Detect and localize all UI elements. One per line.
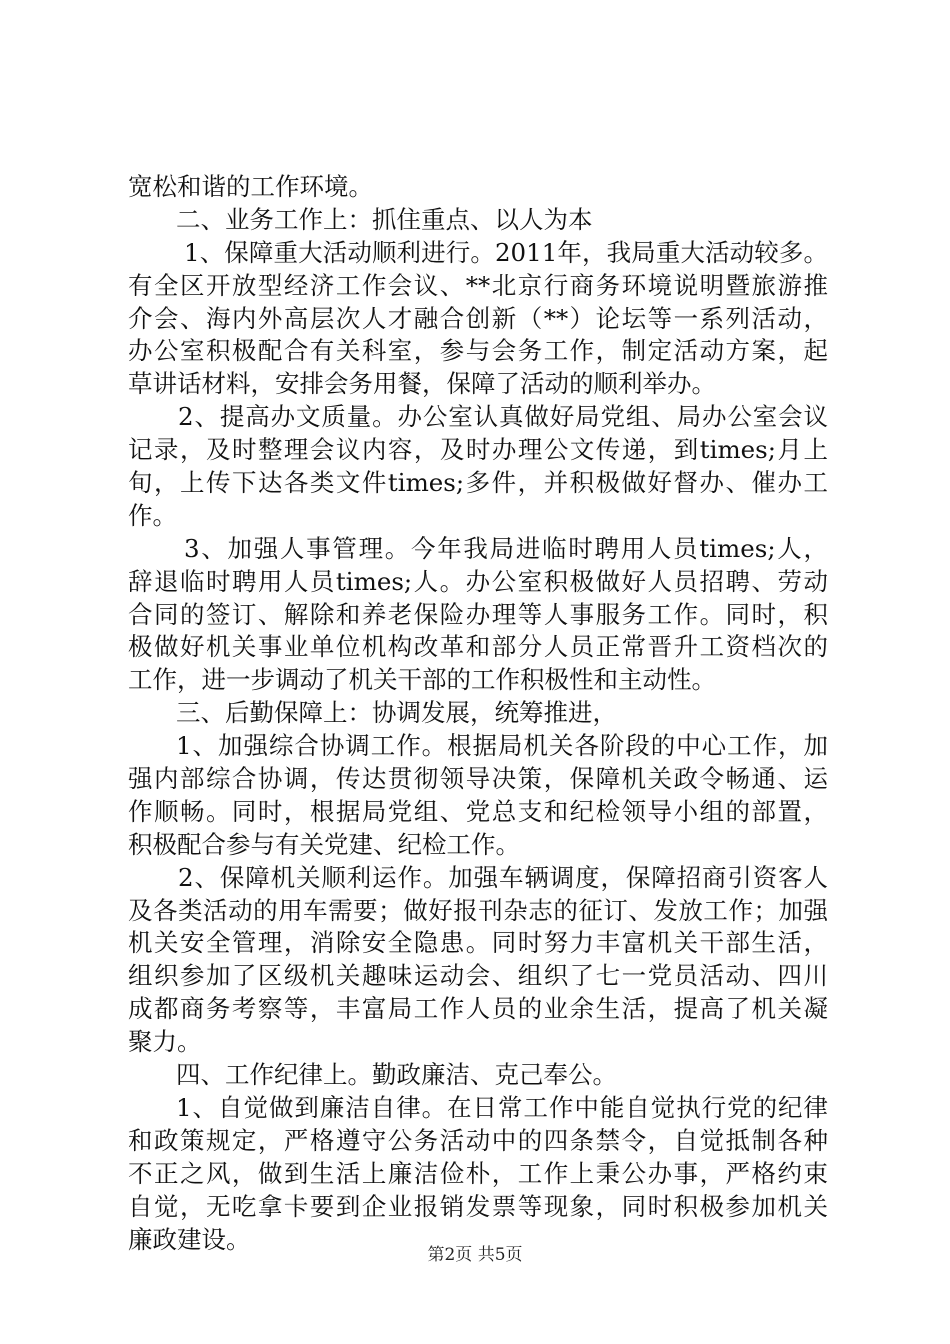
text-line: 1、保障重大活动顺利进行。2011年，我局重大活动较多。 <box>184 237 828 267</box>
text-line: 工作，进一步调动了机关干部的工作积极性和主动性。 <box>128 665 716 695</box>
text-line: 自觉，无吃拿卡要到企业报销发票等现象，同时积极参加机关 <box>128 1191 828 1221</box>
text-line: 合同的签订、解除和养老保险办理等人事服务工作。同时，积 <box>128 599 828 629</box>
text-line: 1、自觉做到廉洁自律。在日常工作中能自觉执行党的纪律 <box>176 1092 828 1122</box>
text-line: 成都商务考察等，丰富局工作人员的业余生活，提高了机关凝 <box>128 994 828 1024</box>
document-body <box>128 171 828 1256</box>
text-line: 机关安全管理，消除安全隐患。同时努力丰富机关干部生活， <box>128 928 828 958</box>
text-line: 四、工作纪律上。勤政廉洁、克己奉公。 <box>176 1060 617 1090</box>
text-line: 三、后勤保障上：协调发展，统筹推进， <box>176 698 617 728</box>
text-line: 作顺畅。同时，根据局党组、党总支和纪检领导小组的部置， <box>128 796 828 826</box>
text-line: 3、加强人事管理。今年我局进临时聘用人员times;人， <box>184 533 828 563</box>
text-line: 介会、海内外高层次人才融合创新（**）论坛等一系列活动， <box>128 303 828 333</box>
text-line: 聚力。 <box>128 1027 202 1057</box>
text-line: 1、加强综合协调工作。根据局机关各阶段的中心工作，加 <box>176 731 828 761</box>
text-line: 辞退临时聘用人员times;人。办公室积极做好人员招聘、劳动 <box>128 566 828 596</box>
text-line: 2、保障机关顺利运作。加强车辆调度，保障招商引资客人 <box>178 862 828 892</box>
text-line: 和政策规定，严格遵守公务活动中的四条禁令，自觉抵制各种 <box>128 1125 828 1155</box>
text-line: 组织参加了区级机关趣味运动会、组织了七一党员活动、四川 <box>128 961 828 991</box>
text-line: 作。 <box>128 500 177 530</box>
text-line: 记录，及时整理会议内容，及时办理公文传递，到times;月上 <box>128 435 828 465</box>
text-line: 二、业务工作上：抓住重点、以人为本 <box>176 204 593 234</box>
text-line: 不正之风，做到生活上廉洁俭朴，工作上秉公办事，严格约束 <box>128 1158 828 1188</box>
text-line: 草讲话材料，安排会务用餐，保障了活动的顺利举办。 <box>128 369 716 399</box>
text-line: 2、提高办文质量。办公室认真做好局党组、局办公室会议 <box>178 402 828 432</box>
text-line: 有全区开放型经济工作会议、**北京行商务环境说明暨旅游推 <box>128 270 828 300</box>
page-footer: 第2页 共5页 <box>427 1245 523 1265</box>
text-line: 办公室积极配合有关科室，参与会务工作，制定活动方案，起 <box>128 336 828 366</box>
text-line: 强内部综合协调，传达贯彻领导决策，保障机关政令畅通、运 <box>128 764 828 794</box>
text-line: 宽松和谐的工作环境。 <box>128 172 373 201</box>
text-line: 及各类活动的用车需要；做好报刊杂志的征订、发放工作；加强 <box>128 895 828 925</box>
text-line: 极做好机关事业单位机构改革和部分人员正常晋升工资档次的 <box>128 632 828 662</box>
text-line: 旬，上传下达各类文件times;多件，并积极做好督办、催办工 <box>128 468 828 498</box>
text-line: 廉政建设。 <box>128 1224 251 1254</box>
text-line: 积极配合参与有关党建、纪检工作。 <box>128 829 520 859</box>
